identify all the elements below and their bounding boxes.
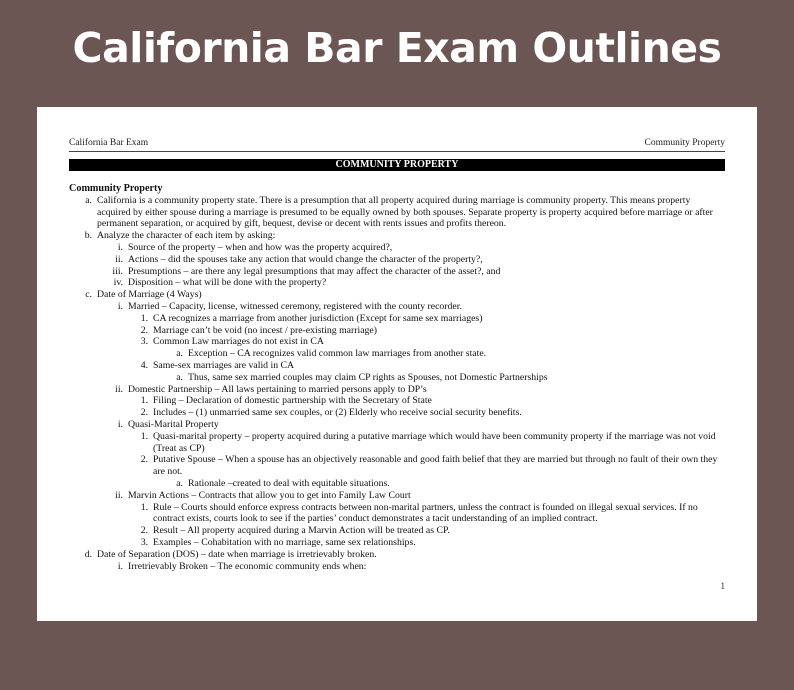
outline-text: Domestic Partnership – All laws pertaining to married persons apply to DP’s <box>128 383 427 395</box>
outline-text: Rationale –created to deal with equitable situations. <box>188 477 390 489</box>
outline-text: Result – All property acquired during a Marvin Action will be treated as CP. <box>153 525 450 537</box>
outline-text: Presumptions – are there any legal presumptions that may affect the character of the asset?, and <box>128 265 501 277</box>
outline-text: Rule – Courts should enforce express contracts between non-marital partners, unless the contract is founded on illegal sexual services. If no contract exists, courts look to see if the parties’ conduct demonstrates a tacit understanding of an implied contract. <box>153 501 698 525</box>
outline-item <box>69 242 725 254</box>
outline-text: Irretrievably Broken – The economic community ends when: <box>128 560 367 572</box>
outline-text: CA recognizes a marriage from another jurisdiction (Except for same sex marriages) <box>153 312 483 324</box>
outline-text: Source of the property – when and how was the property acquired?, <box>128 241 393 253</box>
header-left: California Bar Exam <box>69 138 149 148</box>
outline-text: Quasi-Marital Property <box>128 418 219 430</box>
outline-text: Disposition – what will be done with the property? <box>128 277 327 289</box>
outline-text: Actions – did the spouses take any action that would change the character of the property?, <box>128 253 483 265</box>
outline-item <box>69 277 725 289</box>
outline-text: Exception – CA recognizes valid common law marriages from another state. <box>188 348 487 360</box>
outline-marker: 2. <box>140 525 148 537</box>
outline-marker: d. <box>84 548 92 560</box>
outline-item <box>69 372 725 384</box>
outline-item <box>69 266 725 278</box>
outline-marker: a. <box>85 194 92 206</box>
outline-item <box>69 490 725 502</box>
outline-marker: 1. <box>140 501 148 513</box>
outline-marker: 1. <box>140 395 148 407</box>
outline-marker: ii. <box>115 253 123 265</box>
outline-item <box>69 289 725 301</box>
outline-item <box>69 195 725 230</box>
outline-item <box>69 254 725 266</box>
outline-marker: 4. <box>140 359 148 371</box>
outline-item <box>69 454 725 478</box>
outline-marker: b. <box>84 230 92 242</box>
outline-text: Quasi-marital property – property acquired during a putative marriage which would have been community property if the marriage was not void (Treat as CP) <box>153 430 716 454</box>
outline-item <box>69 301 725 313</box>
outline-item <box>69 431 725 455</box>
page-header <box>69 138 725 152</box>
outline-text: Common Law marriages do not exist in CA <box>153 336 324 348</box>
outline-marker: i. <box>117 241 123 253</box>
document-title-bar: COMMUNITY PROPERTY <box>69 159 725 171</box>
outline-item <box>69 384 725 396</box>
outline-item <box>69 525 725 537</box>
outline-marker: i. <box>117 300 123 312</box>
outline-marker: 3. <box>140 536 148 548</box>
outline-item <box>69 502 725 526</box>
outline-text: Date of Separation (DOS) – date when marriage is irretrievably broken. <box>97 548 377 560</box>
outline-marker: iv. <box>113 277 123 289</box>
outline-list <box>69 195 725 573</box>
outline-item <box>69 230 725 242</box>
outline-marker: 1. <box>140 430 148 442</box>
outline-marker: iii. <box>112 265 123 277</box>
outline-text: Married – Capacity, license, witnessed ceremony, registered with the county recorder. <box>128 300 462 312</box>
outline-text: Thus, same sex married couples may claim CP rights as Spouses, not Domestic Partnerships <box>188 371 548 383</box>
outline-marker: i. <box>117 560 123 572</box>
outline-text: Includes – (1) unmarried same sex couples, or (2) Elderly who receive social security benefits. <box>153 407 522 419</box>
outline-marker: i. <box>117 418 123 430</box>
outline-marker: c. <box>85 289 92 301</box>
outline-text: Filing – Declaration of domestic partnership with the Secretary of State <box>153 395 432 407</box>
outline-item <box>69 561 725 573</box>
outline-item <box>69 549 725 561</box>
outline-marker: a. <box>176 348 183 360</box>
outline-marker: 3. <box>140 336 148 348</box>
outline-marker: ii. <box>115 383 123 395</box>
outline-marker: 2. <box>140 454 148 466</box>
outline-marker: a. <box>176 371 183 383</box>
outline-text: California is a community property state. There is a presumption that all property acquired during marriage is community property. This means property acquired by either spouse during a marriage is presumed to be equally owned by both spouses. Separate property is property acquired before marriage or after permanent separation, or acquired by gift, bequest, devise or decent with rents issues and profits thereon. <box>97 194 713 230</box>
page-number: 1 <box>720 581 725 591</box>
outline-item <box>69 325 725 337</box>
outline-marker: 2. <box>140 324 148 336</box>
outline-text: Date of Marriage (4 Ways) <box>97 289 202 301</box>
outline-item <box>69 395 725 407</box>
outline-text: Marriage can’t be void (no incest / pre-existing marriage) <box>153 324 377 336</box>
outline-text: Examples – Cohabitation with no marriage, same sex relationships. <box>153 536 416 548</box>
outline-text: Putative Spouse – When a spouse has an objectively reasonable and good faith belief that they are married but through no fault of their own they are not. <box>153 454 718 478</box>
outline-marker: ii. <box>115 489 123 501</box>
outline-text: Same-sex marriages are valid in CA <box>153 359 295 371</box>
outline-item <box>69 419 725 431</box>
outline-item <box>69 313 725 325</box>
outline-text: Analyze the character of each item by asking: <box>97 230 276 242</box>
header-right: Community Property <box>644 138 725 148</box>
outline-item <box>69 336 725 348</box>
outline-text: Marvin Actions – Contracts that allow you to get into Family Law Court <box>128 489 411 501</box>
outline-item <box>69 360 725 372</box>
banner-title: California Bar Exam Outlines <box>72 24 722 72</box>
section-heading: Community Property <box>69 183 163 194</box>
outline-item <box>69 478 725 490</box>
outline-item <box>69 407 725 419</box>
outline-marker: 2. <box>140 407 148 419</box>
outline-body <box>69 183 725 572</box>
outline-marker: 1. <box>140 312 148 324</box>
outline-item <box>69 348 725 360</box>
outline-marker: a. <box>176 477 183 489</box>
outline-item <box>69 537 725 549</box>
document-page <box>37 107 757 621</box>
